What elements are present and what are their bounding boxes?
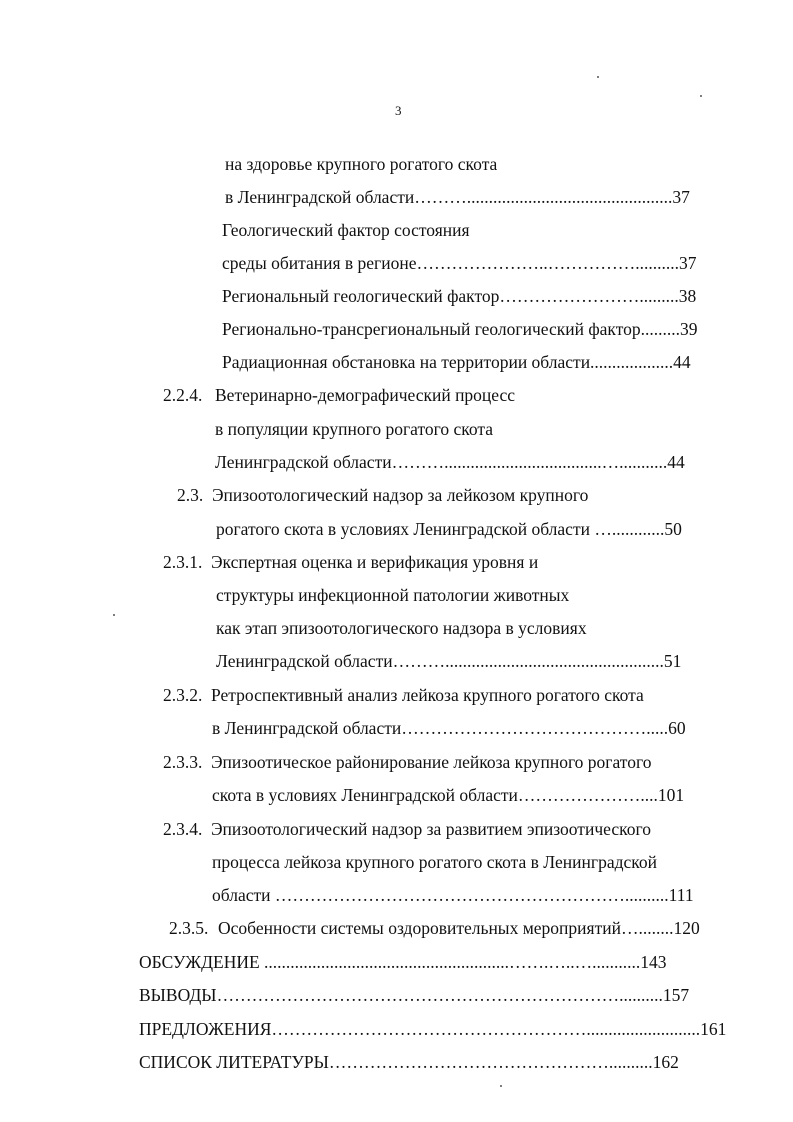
toc-line: в Ленинградской области…………………………………….....60 (212, 718, 686, 738)
toc-line: процесса лейкоза крупного рогатого скота в Ленинградской (212, 852, 658, 872)
toc-section-number: 2.3.2. (163, 685, 203, 705)
scan-speck (500, 1085, 502, 1087)
scan-speck (700, 95, 702, 97)
toc-chapter-discussion: ОБСУЖДЕНИЕ ........................................................…….…..…...........143 (139, 952, 667, 972)
toc-line: Эпизоотическое районирование лейкоза крупного рогатого (211, 752, 652, 772)
toc-line: Геологический фактор состояния (222, 220, 470, 240)
toc-chapter-references: СПИСОК ЛИТЕРАТУРЫ…………………………………………..........162 (139, 1052, 679, 1072)
toc-line: на здоровье крупного рогатого скота (225, 154, 498, 174)
toc-line: Ленинградской области………....................................…...........44 (215, 452, 685, 472)
toc-line: структуры инфекционной патологии животных (216, 585, 570, 605)
toc-section-number: 2.2.4. (163, 385, 203, 405)
scan-speck (113, 614, 115, 616)
toc-line: Ленинградской области………..................................................51 (216, 651, 682, 671)
page-number: 3 (395, 103, 402, 118)
toc-line: рогатого скота в условиях Ленинградской области …............50 (216, 519, 682, 539)
toc-section-number: 2.3.1. (163, 552, 203, 572)
toc-section-number: 2.3.3. (163, 752, 203, 772)
toc-line: в Ленинградской области………...............................................37 (225, 187, 690, 207)
toc-line: Ретроспективный анализ лейкоза крупного рогатого скота (211, 685, 644, 705)
toc-section-number: 2.3. (177, 485, 204, 505)
toc-line: Радиационная обстановка на территории области...................44 (222, 352, 691, 372)
toc-section-number: 2.3.5. (169, 918, 209, 938)
toc-line: Эпизоотологический надзор за лейкозом крупного (212, 485, 589, 505)
toc-line: как этап эпизоотологического надзора в условиях (216, 618, 587, 638)
toc-line: Эпизоотологический надзор за развитием эпизоотического (211, 819, 651, 839)
toc-section-number: 2.3.4. (163, 819, 203, 839)
toc-chapter-proposals: ПРЕДЛОЖЕНИЯ………………………………………………..........................161 (139, 1019, 727, 1039)
toc-line: в популяции крупного рогатого скота (215, 419, 494, 439)
toc-line: Регионально-трансрегиональный геологический фактор.........39 (222, 319, 698, 339)
toc-chapter-conclusions: ВЫВОДЫ……………………………………………………………..........157 (139, 985, 690, 1005)
toc-line: скота в условиях Ленинградской области…………………....101 (212, 785, 685, 805)
toc-line: Ветеринарно-демографический процесс (215, 385, 516, 405)
toc-line: Региональный геологический фактор…………………….........38 (222, 286, 697, 306)
scan-speck (597, 76, 599, 78)
toc-line: Особенности системы оздоровительных мероприятий…........120 (218, 918, 700, 938)
toc-line: Экспертная оценка и верификация уровня и (211, 552, 539, 572)
toc-line: среды обитания в регионе…………………..……………..........37 (222, 253, 697, 273)
toc-line: области ……………………………………………………..........111 (212, 885, 694, 905)
